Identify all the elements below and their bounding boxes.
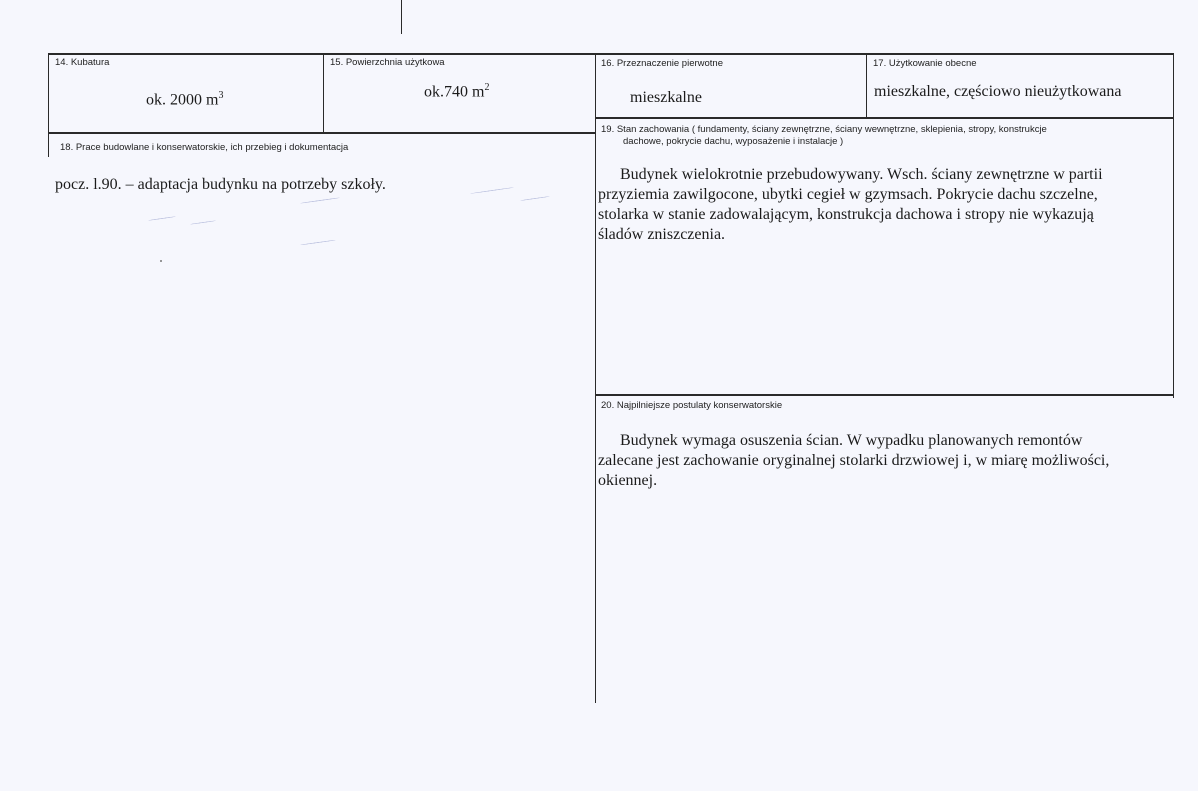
field-20-text — [598, 431, 1166, 491]
field-19-label-line-2: dachowe, pokrycie dachu, wyposażenie i instalacje ) — [623, 136, 844, 147]
field-14-value-text: ok. 2000 m — [146, 91, 219, 109]
field-20-line-1: Budynek wymaga osuszenia ścian. W wypadku planowanych remontów — [620, 432, 1083, 449]
field-20-label: 20. Najpilniejsze postulaty konserwatorskie — [601, 400, 783, 411]
field-17-label: 17. Użytkowanie obecne — [873, 58, 977, 69]
field-19-text-line — [598, 165, 1158, 185]
field-14-unit-exponent: 3 — [218, 90, 224, 101]
left-outer-border — [48, 53, 49, 157]
field-19-text — [598, 165, 1158, 245]
row1-top-border — [48, 53, 1174, 55]
field-16-label: 16. Przeznaczenie pierwotne — [601, 58, 723, 69]
field-14-label: 14. Kubatura — [55, 57, 110, 68]
col16-17-divider — [866, 53, 867, 118]
field-18-label: 18. Prace budowlane i konserwatorskie, ich przebieg i dokumentacja — [60, 142, 349, 153]
right-section-mid-border — [595, 117, 1174, 119]
right-outer-border — [1173, 53, 1174, 398]
field-15-value-text: ok.740 m — [424, 83, 485, 101]
field-15-label: 15. Powierzchnia użytkowa — [330, 57, 445, 68]
field-18-value: pocz. l.90. – adaptacja budynku na potrzeby szkoły. — [55, 176, 386, 193]
field-17-value: mieszkalne, częściowo nieużytkowana — [874, 83, 1122, 100]
field-15-unit-exponent: 2 — [484, 82, 490, 93]
left-section-mid-border — [48, 132, 595, 134]
col14-15-divider — [323, 53, 324, 133]
speck — [160, 260, 162, 262]
section20-top-border — [595, 394, 1174, 396]
field-19-text-line: śladów zniszczenia. — [598, 226, 726, 243]
field-20-text-line — [598, 431, 1166, 451]
field-19-label-line-1: 19. Stan zachowania ( fundamenty, ściany zewnętrzne, ściany wewnętrzne, sklepienia, stropy, konstrukcje — [601, 124, 1047, 135]
field-20-text-line: zalecane jest zachowanie oryginalnej stolarki drzwiowej i, w miarę możliwości, — [598, 452, 1110, 469]
top-stub-line — [401, 0, 402, 34]
field-20-text-line: okiennej. — [598, 472, 658, 489]
field-19-text-line: stolarka w stanie zadowalającym, konstrukcja dachowa i stropy nie wykazują — [598, 206, 1094, 223]
field-15-value — [424, 82, 489, 101]
field-14-value — [146, 90, 223, 109]
field-19-line-1: Budynek wielokrotnie przebudowywany. Wsch. ściany zewnętrzne w partii — [620, 166, 1103, 183]
main-vertical-divider — [595, 53, 596, 703]
field-19-text-line: przyziemia zawilgocone, ubytki cegieł w gzymsach. Pokrycie dachu szczelne, — [598, 186, 1098, 203]
field-16-value: mieszkalne — [630, 89, 702, 106]
